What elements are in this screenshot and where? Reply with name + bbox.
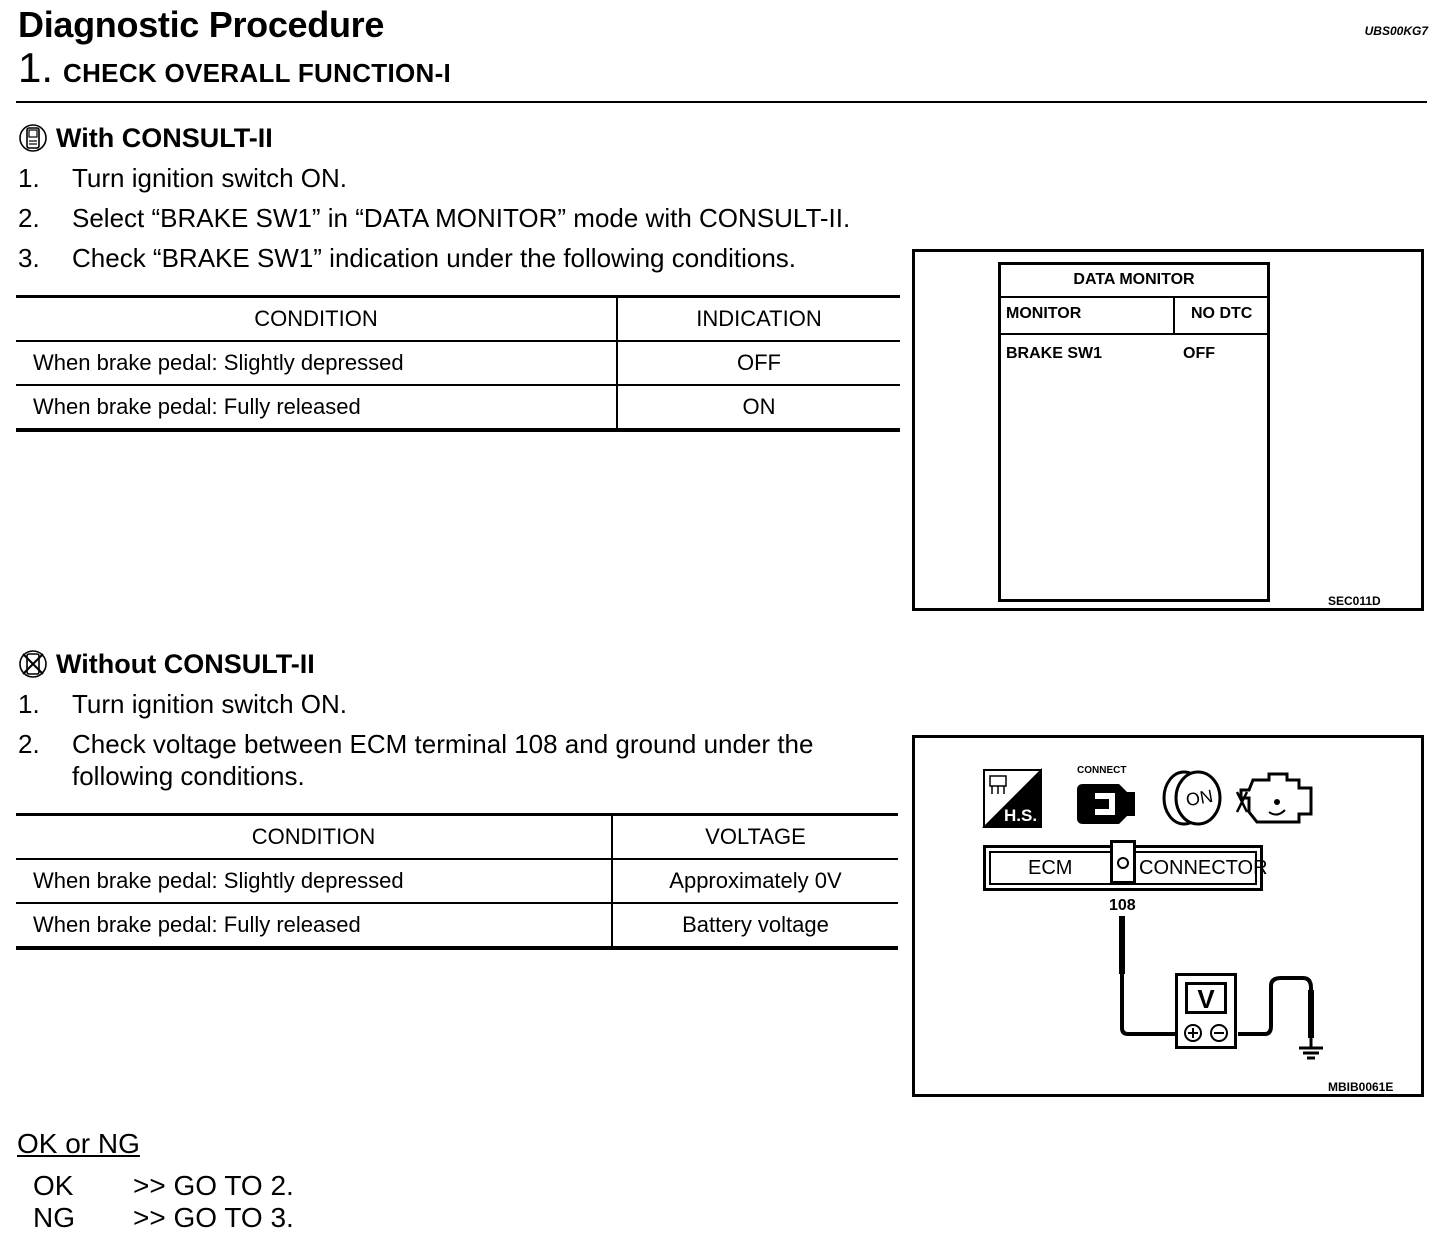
harness-side-icon: H.S. — [982, 768, 1042, 828]
voltmeter-display: V — [1185, 982, 1227, 1014]
list-item-continuation: following conditions. — [72, 761, 305, 791]
with-consult-label: With CONSULT-II — [56, 122, 273, 153]
table-row: When brake pedal: Slightly depressed OFF — [16, 341, 900, 385]
monitor-item-name: BRAKE SW1 — [1006, 345, 1103, 362]
list-item: 2. Select “BRAKE SW1” in “DATA MONITOR” mode with CONSULT-II. — [18, 203, 851, 233]
engine-icon — [1235, 768, 1319, 828]
result-item: OK >> GO TO 2. — [33, 1170, 294, 1201]
figure-id: MBIB0061E — [1328, 1080, 1394, 1094]
header-divider — [16, 101, 1427, 103]
list-item: 2. Check voltage between ECM terminal 108 and ground under the — [18, 729, 814, 759]
list-item: 1. Turn ignition switch ON. — [18, 163, 348, 193]
list-item: 1. Turn ignition switch ON. — [18, 689, 348, 719]
connector-label: CONNECTOR — [1139, 857, 1268, 879]
page-title: Diagnostic Procedure — [18, 4, 385, 45]
voltmeter — [1175, 973, 1237, 1049]
figure-id: SEC011D — [1328, 594, 1381, 608]
ecm-connector-box — [983, 845, 1268, 891]
ignition-on-icon: ON — [1160, 768, 1226, 828]
table-header: CONDITION — [16, 815, 612, 860]
list-item: 3. Check “BRAKE SW1” indication under the following conditions. — [18, 243, 797, 273]
monitor-item-value: OFF — [1183, 345, 1215, 362]
without-consult-label: Without CONSULT-II — [56, 648, 315, 679]
consult-screen — [998, 262, 1270, 602]
ecm-label: ECM — [1028, 857, 1073, 879]
document-id: UBS00KG7 — [1364, 24, 1428, 38]
voltage-check-figure — [912, 735, 1424, 1097]
column-divider — [1173, 296, 1175, 333]
connect-label: CONNECT — [1077, 765, 1127, 776]
terminal-socket — [1110, 840, 1136, 884]
table-row: When brake pedal: Fully released Battery voltage — [16, 903, 898, 948]
voltage-table — [16, 813, 898, 950]
screen-title: DATA MONITOR — [1001, 265, 1267, 298]
no-dtc-label: NO DTC — [1191, 305, 1253, 322]
table-header: CONDITION — [16, 297, 617, 342]
meter-terminals-icon — [1182, 1022, 1234, 1044]
result-item: NG >> GO TO 3. — [33, 1202, 294, 1233]
monitor-column-label: MONITOR — [1006, 305, 1082, 322]
terminal-number: 108 — [1109, 897, 1136, 914]
table-row: When brake pedal: Fully released ON — [16, 385, 900, 430]
table-header: INDICATION — [617, 297, 900, 342]
header-rule — [1001, 333, 1267, 335]
table-row: When brake pedal: Slightly depressed Approximately 0V — [16, 859, 898, 903]
step-title: CHECK OVERALL FUNCTION-I — [63, 58, 452, 88]
step-heading — [18, 44, 451, 92]
step-number: 1. — [18, 44, 54, 91]
without-consult-heading — [18, 648, 315, 680]
no-consult-icon — [18, 648, 48, 680]
indication-table — [16, 295, 900, 432]
with-consult-heading — [18, 122, 273, 154]
data-monitor-figure — [912, 249, 1424, 611]
result-heading: OK or NG — [17, 1128, 140, 1159]
table-header: VOLTAGE — [612, 815, 898, 860]
connector-icon — [1075, 778, 1141, 830]
consult-tool-icon — [18, 122, 48, 154]
